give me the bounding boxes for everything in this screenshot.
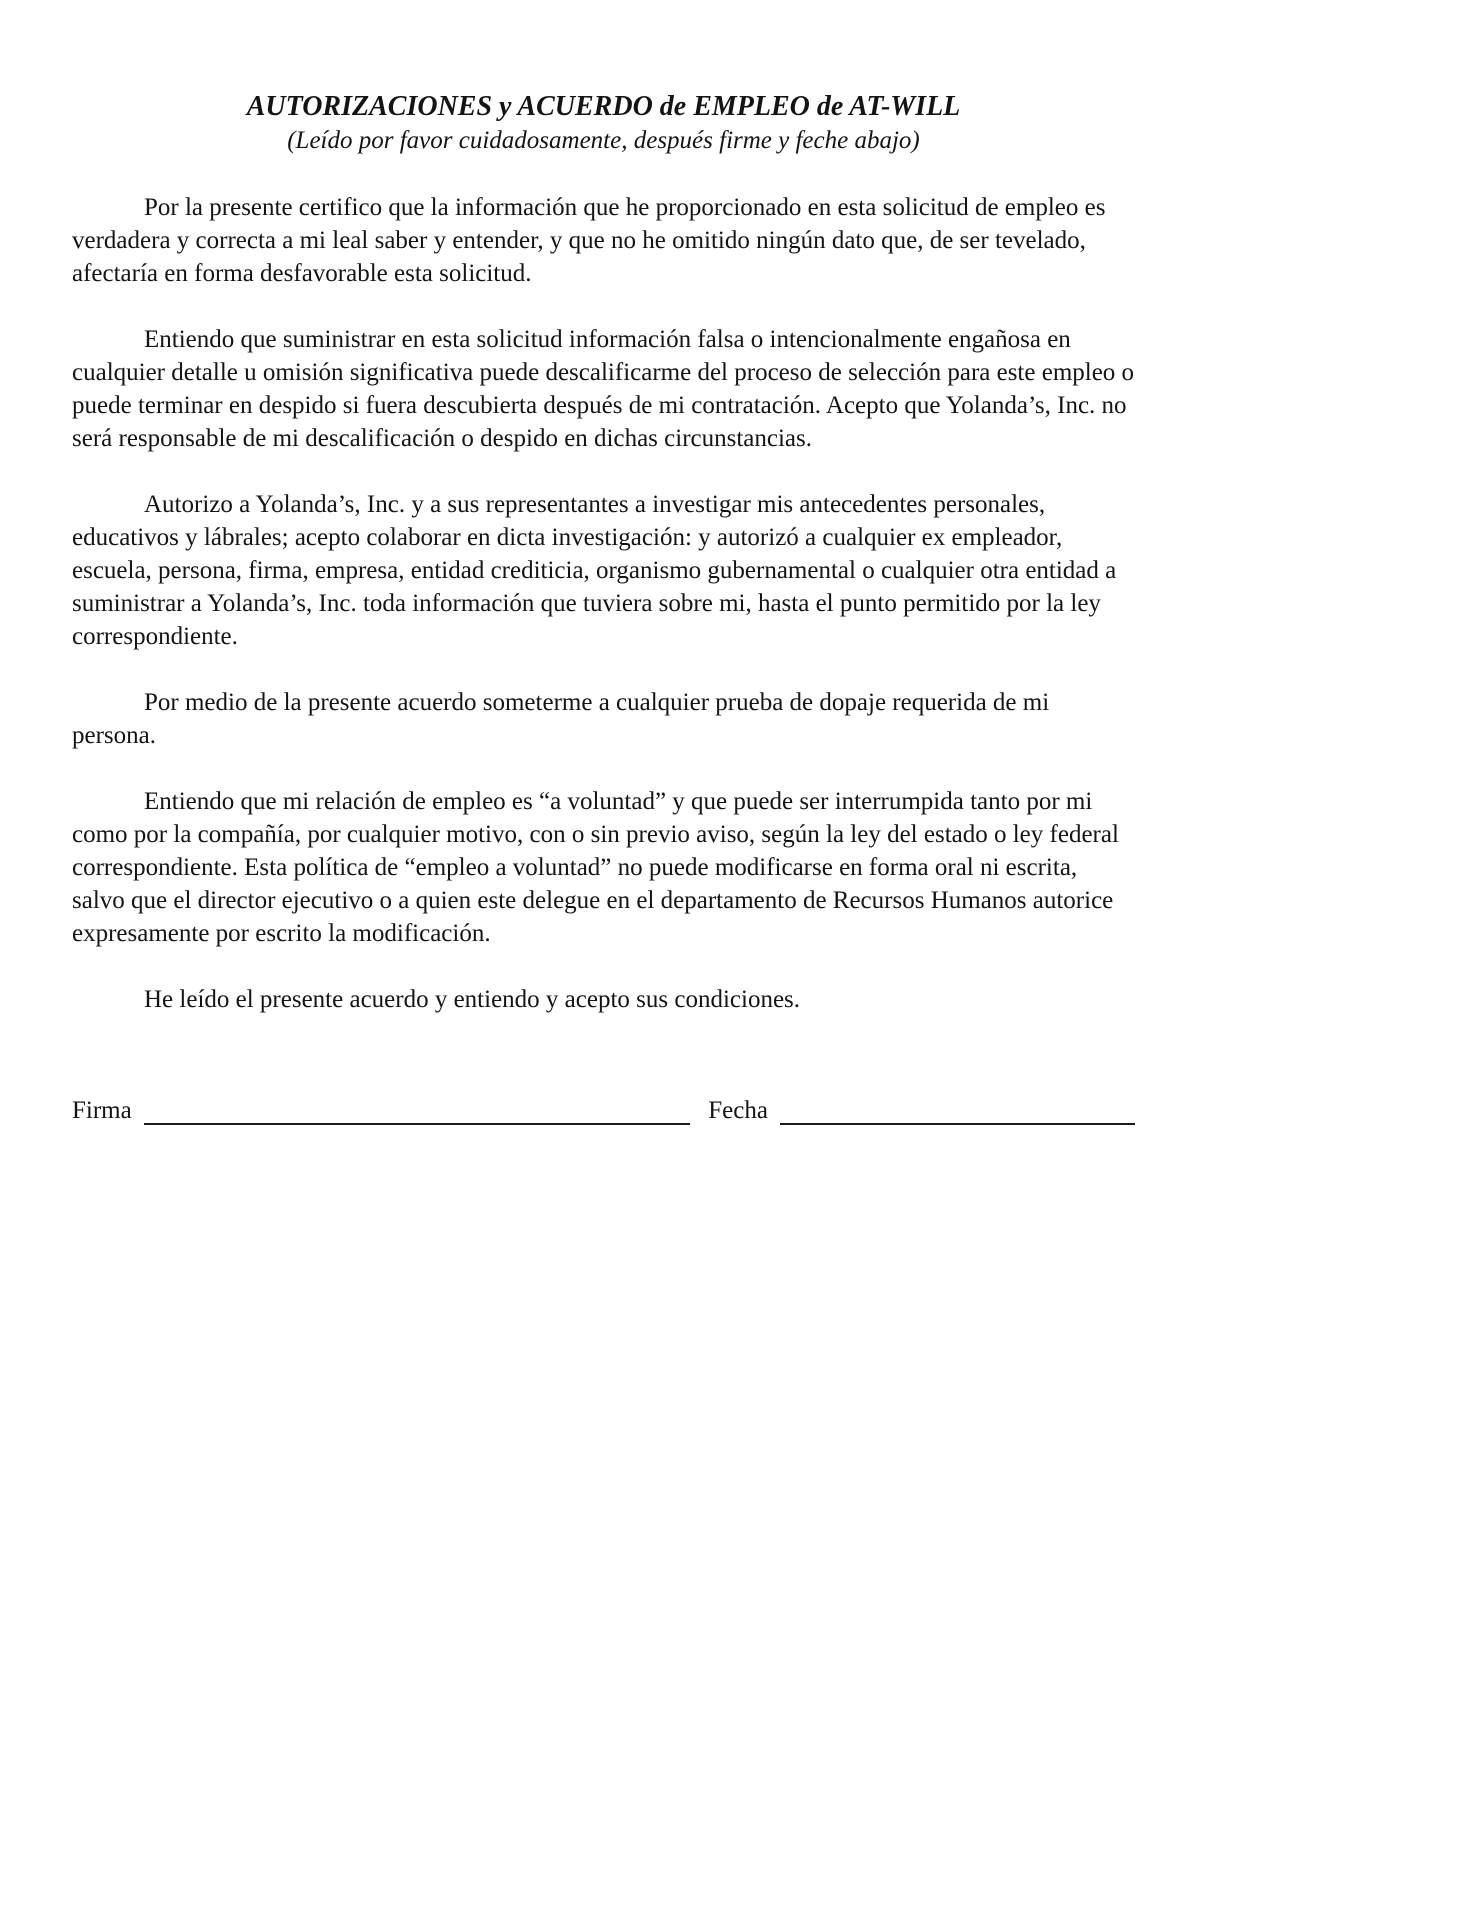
body-paragraph-2: Entiendo que suministrar en esta solicitud información falsa o intencionalmente engañosa en cualquier detalle u omisión significativa puede descalificarme del proceso de selección para este empleo o puede terminar en despido si fuera descubierta después de mi contratación. Acepto que Yolanda’s, Inc. no será responsable de mi descalificación o despido en dichas circunstancias.	[72, 326, 1135, 452]
document-subtitle: (Leído por favor cuidadosamente, después firme y feche abajo)	[287, 127, 920, 154]
body-paragraph-1: Por la presente certifico que la información que he proporcionado en esta solicitud de empleo es verdadera y correcta a mi leal saber y entender, y que no he omitido ningún dato que, de ser tevelado, afectaría en forma desfavorable esta solicitud.	[72, 194, 1106, 287]
signature-fecha-line	[780, 1097, 1135, 1125]
signature-firma-label: Firma	[72, 1097, 132, 1124]
document-title: AUTORIZACIONES y ACUERDO de EMPLEO de AT-WILL	[246, 91, 961, 122]
body-paragraph-4: Por medio de la presente acuerdo someterme a cualquier prueba de dopaje requerida de mi persona.	[72, 689, 1050, 749]
body-paragraph-5: Entiendo que mi relación de empleo es “a voluntad” y que puede ser interrumpida tanto por mi como por la compañía, por cualquier motivo, con o sin previo aviso, según la ley del estado o ley federal correspondiente. Esta política de “empleo a voluntad” no puede modificarse en forma oral ni escrita, salvo que el director ejecutivo o a quien este delegue en el departamento de Recursos Humanos autorice expresamente por escrito la modificación.	[72, 788, 1119, 947]
signature-fecha-label: Fecha	[708, 1097, 768, 1124]
body-paragraph-6: He leído el presente acuerdo y entiendo y acepto sus condiciones.	[144, 986, 801, 1013]
body-paragraph-3: Autorizo a Yolanda’s, Inc. y a sus representantes a investigar mis antecedentes personales, educativos y lábrales; acepto colaborar en dicta investigación: y autorizó a cualquier ex empleador, escuela, persona, firma, empresa, entidad crediticia, organismo gubernamental o cualquier otra entidad a suministrar a Yolanda’s, Inc. toda información que tuviera sobre mi, hasta el punto permitido por la ley correspondiente.	[72, 491, 1117, 650]
signature-firma-line	[144, 1097, 691, 1125]
signature-row	[72, 1094, 1135, 1127]
